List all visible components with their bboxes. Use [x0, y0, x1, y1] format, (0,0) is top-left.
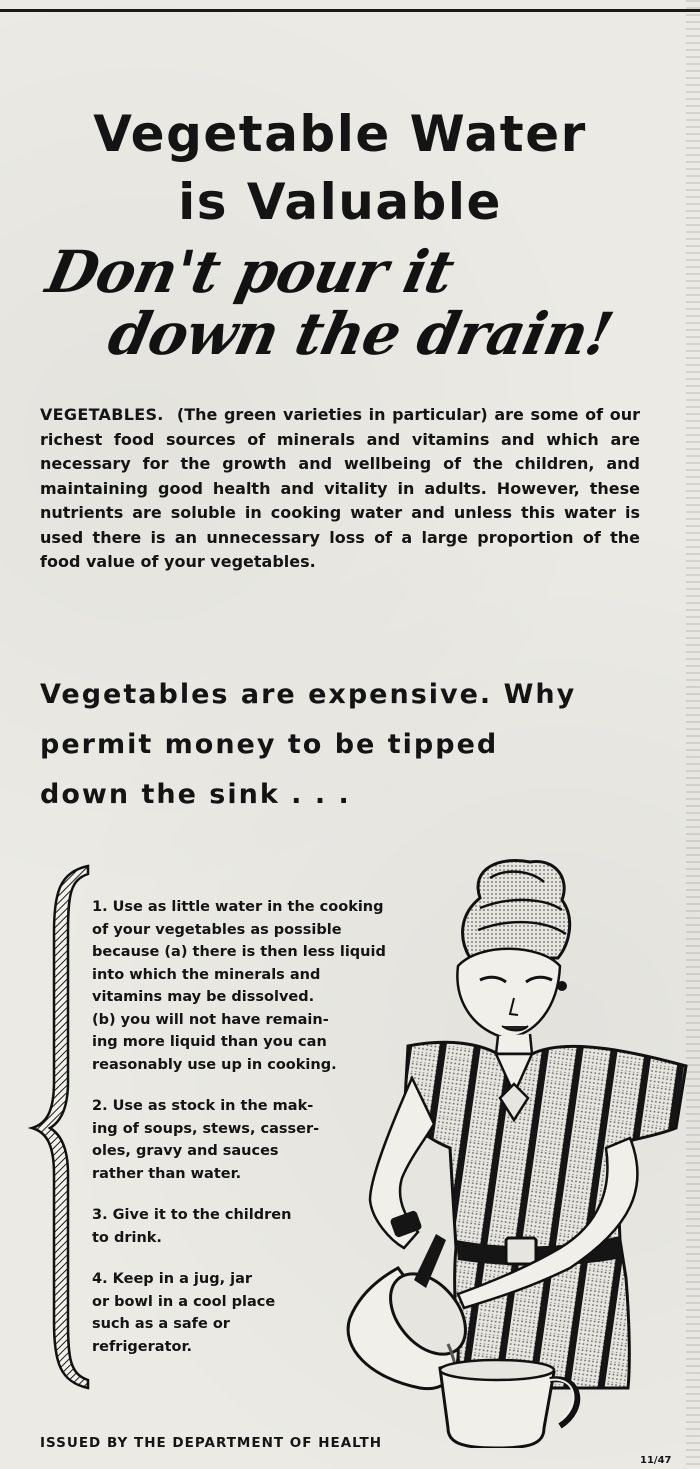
tip-item-1: 1. Use as little water in the cooking of your vegetables as possible because (a) there is then less liquid into which the minerals and vitamins may be dissolved. (b) you will not have remain- ing more liquid than you can reasonably use up in cooking. — [92, 899, 386, 1073]
tip-item-4: 4. Keep in a jug, jar or bowl in a cool place such as a safe or refrigerator. — [92, 1271, 276, 1355]
curly-brace-icon — [28, 862, 94, 1392]
script-tagline-line-1: Don't pour it — [40, 238, 460, 306]
script-tagline-line-2: down the drain! — [102, 300, 619, 368]
headline-line-2: is Valuable — [178, 173, 502, 231]
issuer-footer: ISSUED BY THE DEPARTMENT OF HEALTH — [40, 1435, 383, 1451]
woman-pouring-illustration-icon — [330, 848, 700, 1448]
headline-line-1: Vegetable Water — [93, 105, 587, 163]
top-rule — [0, 9, 700, 12]
body-paragraph — [40, 403, 640, 575]
subhead-line-2: permit money to be tipped — [40, 729, 499, 760]
body-text: (The green varieties in particular) are some of our richest food sources of minerals and vitamins and which are necessary for the growth and wellbeing of the children, and maintaining good health and vitality in adults. However, these nutrients are soluble in cooking water and unless this water is used there is an unnecessary loss of a large proportion of the food value of your vegetables. — [40, 405, 640, 571]
body-lead: VEGETABLES. — [40, 405, 164, 424]
tip-item-3: 3. Give it to the children to drink. — [92, 1207, 292, 1246]
subhead-line-3: down the sink . . . — [40, 779, 351, 810]
tip-item-2: 2. Use as stock in the mak- ing of soups, stews, casser- oles, gravy and sauces rather than water. — [92, 1098, 320, 1182]
subhead-line-1: Vegetables are expensive. Why — [40, 679, 577, 710]
subhead — [40, 670, 640, 820]
print-code: 11/47 — [640, 1455, 672, 1466]
